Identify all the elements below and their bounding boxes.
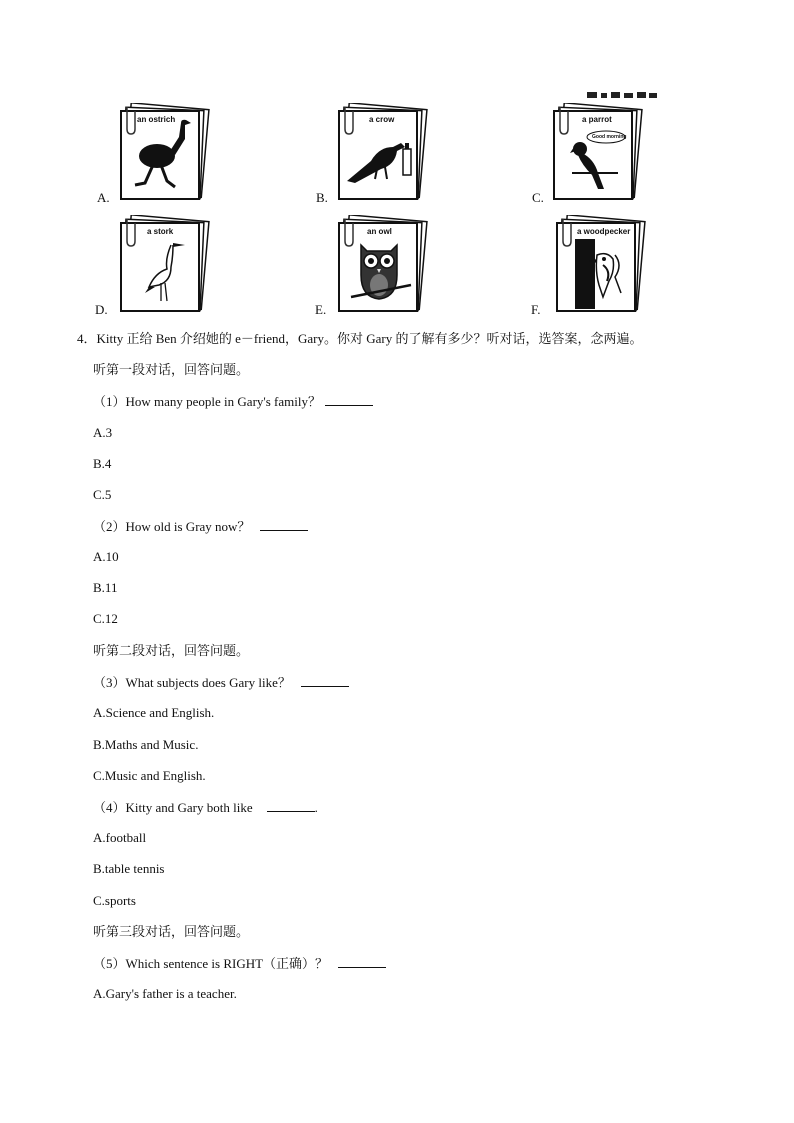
question-5 (93, 955, 386, 972)
question-4 (93, 799, 318, 816)
question-3 (93, 674, 349, 691)
option-4b[interactable]: B.table tennis (93, 861, 165, 876)
card-ostrich (115, 103, 215, 203)
answer-blank-1[interactable] (325, 393, 373, 406)
card-letter: D. (95, 302, 108, 317)
parrot-icon (548, 103, 648, 203)
option-5a[interactable]: A.Gary's father is a teacher. (93, 986, 237, 1001)
card-letter: A. (97, 190, 110, 205)
option-2c[interactable]: C.12 (93, 611, 118, 626)
option-1a[interactable]: A.3 (93, 425, 113, 440)
card-label: a woodpecker (577, 227, 631, 236)
speech-bubble-text: Good morning (592, 134, 627, 140)
ostrich-icon (115, 103, 215, 203)
card-label: an owl (367, 227, 392, 236)
question-1-text: （1）How many people in Gary's family？ (93, 394, 321, 409)
option-4c[interactable]: C.sports (93, 893, 136, 908)
card-stork (115, 215, 215, 315)
card-crow (333, 103, 433, 203)
owl-icon (333, 215, 433, 315)
card-label: a stork (147, 227, 174, 236)
crow-icon (333, 103, 433, 203)
card-label: an ostrich (137, 115, 176, 124)
answer-blank-3[interactable] (301, 674, 349, 687)
stork-icon (115, 215, 215, 315)
question-5-text: （5）Which sentence is RIGHT（正确）？ (93, 956, 329, 971)
question-3-text: （3）What subjects does Gary like？ (93, 675, 291, 690)
card-letter: F. (531, 302, 541, 317)
card-label: a parrot (582, 115, 612, 124)
option-3a[interactable]: A.Science and English. (93, 705, 215, 720)
section-3-heading: 听第三段对话，回答问题。 (93, 924, 250, 939)
option-2a[interactable]: A.10 (93, 549, 119, 564)
option-1c[interactable]: C.5 (93, 487, 112, 502)
card-letter: B. (316, 190, 328, 205)
answer-blank-2[interactable] (260, 518, 308, 531)
card-letter: E. (315, 302, 327, 317)
woodpecker-icon (551, 215, 651, 315)
cropped-text-fragment (583, 90, 663, 102)
question-4-intro: 4．Kitty 正给 Ben 介绍她的 e－friend，Gary。你对 Gary 的了解有多少？听对话，选答案，念两遍。 (77, 331, 643, 346)
card-letter: C. (532, 190, 544, 205)
option-3c[interactable]: C.Music and English. (93, 768, 206, 783)
card-woodpecker (551, 215, 651, 315)
option-3b[interactable]: B.Maths and Music. (93, 737, 199, 752)
option-4a[interactable]: A.football (93, 830, 147, 845)
question-4-text: （4）Kitty and Gary both like (93, 800, 253, 815)
section-1-heading: 听第一段对话，回答问题。 (93, 362, 250, 377)
answer-blank-5[interactable] (338, 955, 386, 968)
option-1b[interactable]: B.4 (93, 456, 112, 471)
question-2 (93, 518, 308, 535)
card-label: a crow (369, 115, 395, 124)
question-2-text: （2）How old is Gray now？ (93, 519, 251, 534)
answer-blank-4[interactable] (267, 799, 315, 812)
card-owl (333, 215, 433, 315)
question-1 (93, 393, 373, 410)
option-2b[interactable]: B.11 (93, 580, 118, 595)
section-2-heading: 听第二段对话，回答问题。 (93, 643, 250, 658)
question-4-suffix: . (314, 800, 318, 815)
card-parrot (548, 103, 648, 203)
